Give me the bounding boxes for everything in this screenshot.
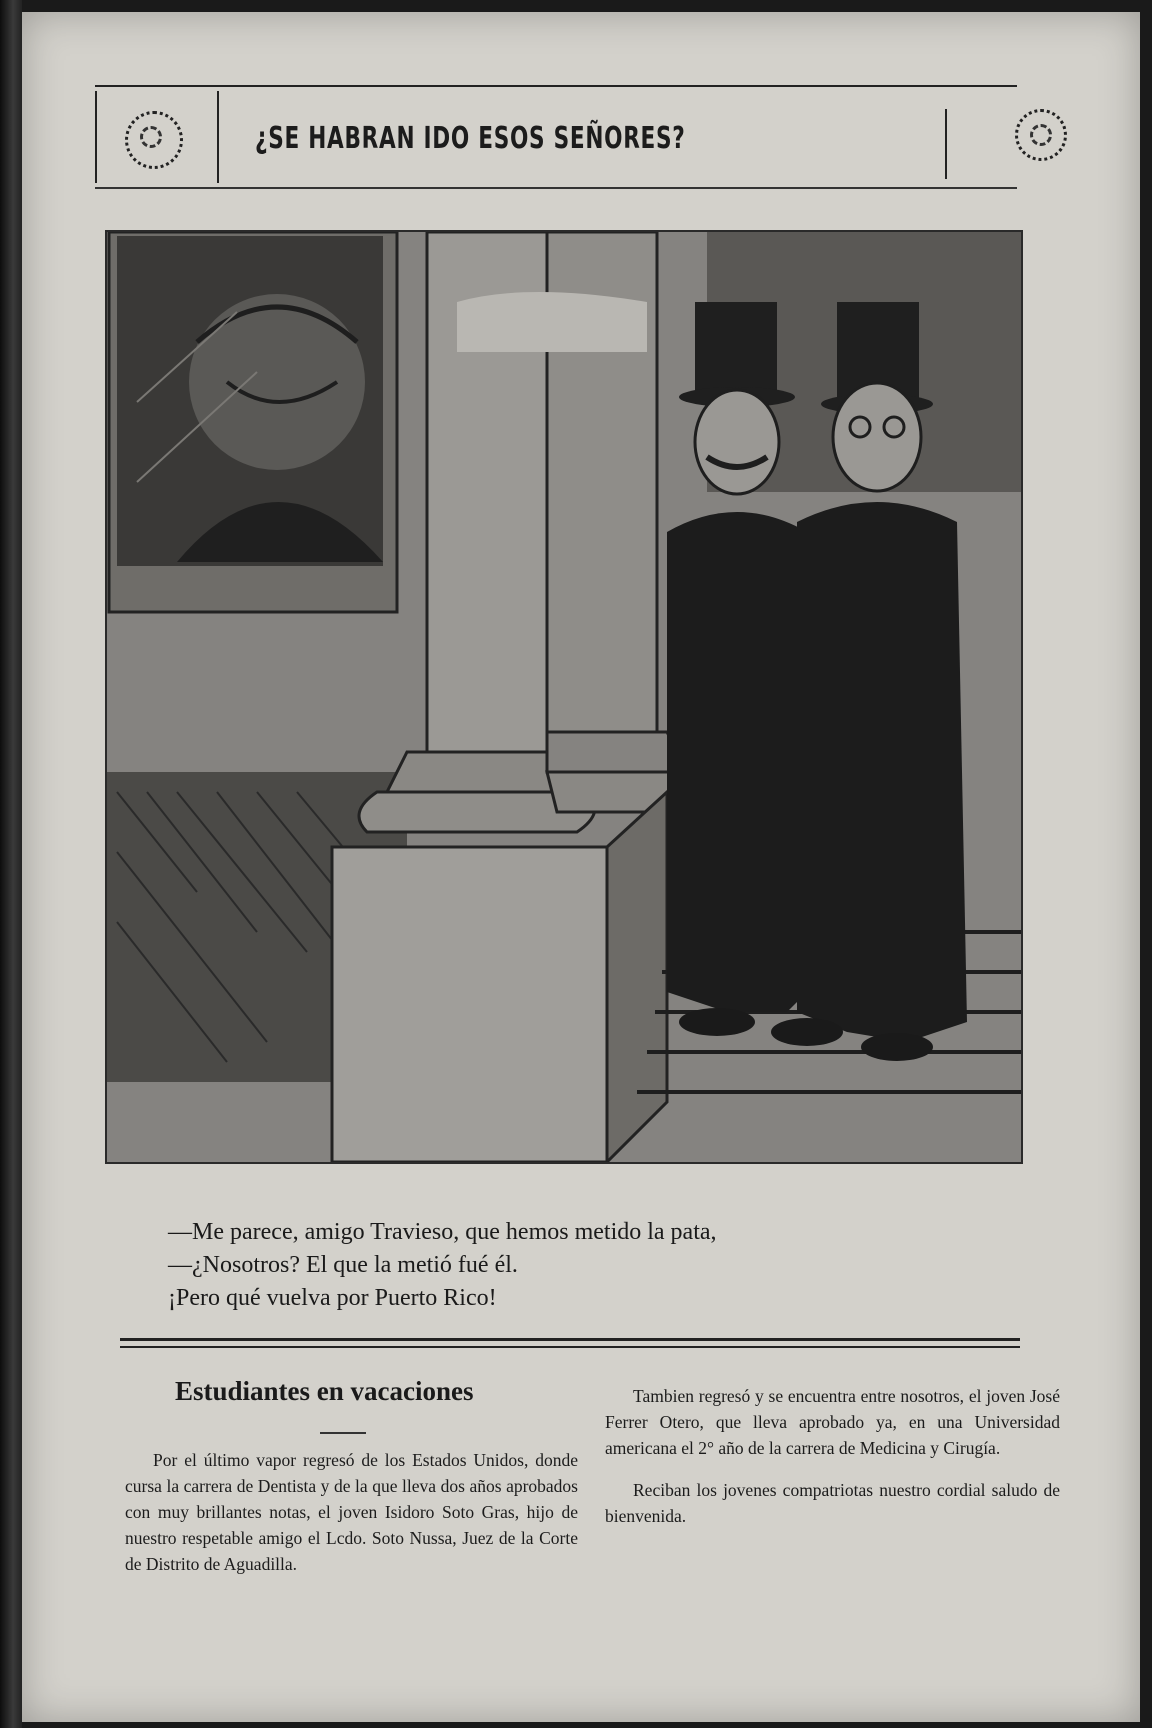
article-paragraph: Reciban los jovenes compatriotas nuestro cordial saludo de bienvenida.	[605, 1480, 1060, 1526]
header-divider	[217, 91, 219, 183]
header-divider	[945, 109, 947, 179]
caption-line: ¡Pero qué vuelva por Puerto Rico!	[168, 1285, 497, 1311]
caption-line: —¿Nosotros? El que la metió fué él.	[168, 1252, 518, 1278]
caption-line: —Me parece, amigo Travieso, que hemos metido la pata,	[168, 1219, 717, 1245]
cartoon-illustration	[105, 230, 1023, 1164]
article-paragraph: Por el último vapor regresó de los Estados Unidos, donde cursa la carrera de Dentista y de la que lleva dos años aprobados con muy brillantes notas, el joven Isidoro Soto Gras, hijo de nuestro respetable amigo el Lcdo. Soto Nussa, Juez de la Corte de Distrito de Aguadilla.	[125, 1450, 578, 1574]
section-divider	[120, 1346, 1020, 1348]
article-title: Estudiantes en vacaciones	[175, 1376, 474, 1406]
cartoon-header	[95, 85, 1017, 189]
header-divider	[95, 91, 97, 183]
page-binding-edge	[0, 0, 22, 1728]
article-column-right	[605, 1383, 1060, 1529]
flower-ornament-icon	[125, 111, 183, 169]
title-underline	[320, 1432, 366, 1434]
cartoon-title: ¿SE HABRAN IDO ESOS SEÑORES?	[255, 121, 686, 156]
article-paragraph: Tambien regresó y se encuentra entre nosotros, el joven José Ferrer Otero, que lleva aprobado ya, en una Universidad americana el 2° año de la carrera de Medicina y Cirugía.	[605, 1386, 1060, 1458]
article-column-left	[125, 1447, 578, 1577]
section-divider	[120, 1338, 1020, 1341]
flower-ornament-icon	[1015, 109, 1067, 161]
cartoon-caption	[168, 1216, 928, 1315]
